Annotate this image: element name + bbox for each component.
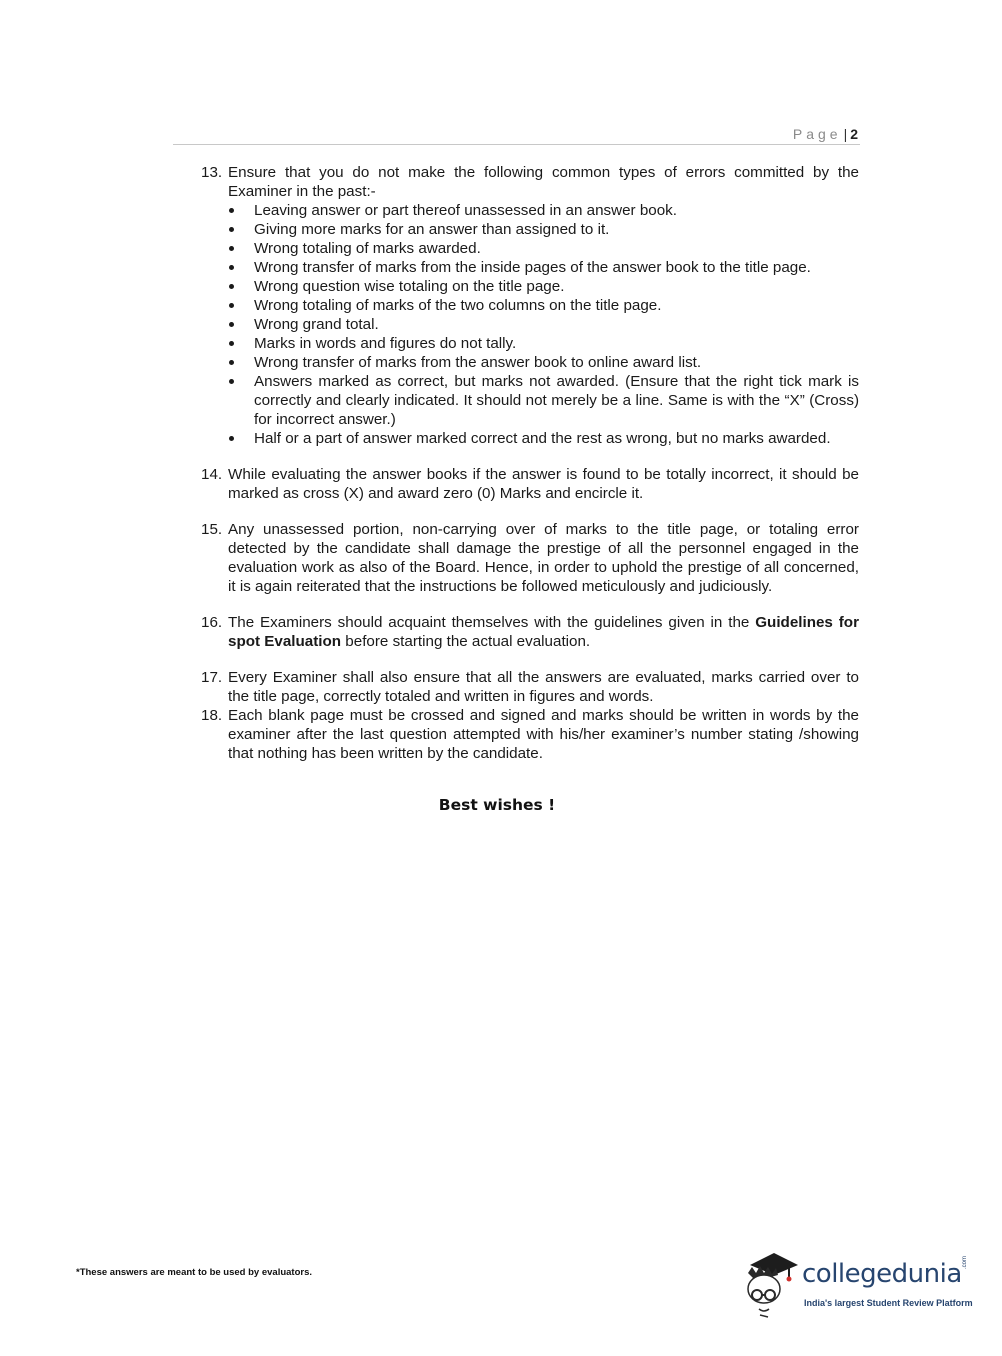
item-text-end: before starting the actual evaluation. [341,633,591,650]
error-types-list [228,201,859,448]
item-text: Ensure that you do not make the following common types of errors committed by the Examiner in the past:- [228,164,859,200]
page-header [173,120,860,145]
closing-line [0,796,1002,814]
list-item: Leaving answer or part thereof unassessed in an answer book. [228,201,859,220]
list-item: Answers marked as correct, but marks not awarded. (Ensure that the right tick mark is correctly and clearly indicated. It should not merely be a line. Same is with the “X” (Cross) for incorrect answer.) [228,372,859,429]
closing-text: Best wishes ! [438,796,556,814]
list-item: Wrong totaling of marks awarded. [228,239,859,258]
list-item: Wrong transfer of marks from the inside pages of the answer book to the title page. [228,258,859,277]
list-item: Wrong transfer of marks from the answer book to online award list. [228,353,859,372]
item-number: 17. [201,669,223,686]
item-text: Any unassessed portion, non-carrying over of marks to the title page, or totaling error detected by the candidate shall damage the prestige of all the personnel engaged in the evaluation work as also of the Board. Hence, in order to uphold the prestige of all concerned, it is again reiterated that the instructions be followed meticulously and judiciously. [228,521,859,595]
item-text: While evaluating the answer books if the answer is found to be totally incorrect, it should be marked as cross (X) and award zero (0) Marks and encircle it. [228,466,859,502]
instruction-17 [201,668,859,706]
instruction-18 [201,706,859,763]
item-number: 18. [201,707,223,724]
instruction-13 [201,163,859,448]
item-number: 16. [201,614,223,631]
list-item: Wrong totaling of marks of the two columns on the title page. [228,296,859,315]
list-item: Half or a part of answer marked correct and the rest as wrong, but no marks awarded. [228,429,859,448]
item-text-start: The Examiners should acquaint themselves with the guidelines given in the [228,614,756,631]
logo-wordmark: collegedunia [802,1259,962,1289]
guidelines-title: Guidelines for spot Evaluation [228,614,859,650]
list-item: Wrong question wise totaling on the title page. [228,277,859,296]
logo-tagline: India's largest Student Review Platform [804,1298,973,1308]
list-item: Giving more marks for an answer than assigned to it. [228,220,859,239]
instruction-14 [201,465,859,503]
page-number: 2 [850,126,858,142]
instruction-15 [201,520,859,596]
page-word: Page [792,126,842,142]
mascot-icon [742,1247,802,1319]
instruction-16 [201,613,859,651]
item-text: Every Examiner shall also ensure that all the answers are evaluated, marks carried over to the title page, correctly totaled and written in figures and words. [228,669,859,705]
page-number-label [793,126,858,142]
logo-suffix: .com [962,1255,968,1269]
list-item: Wrong grand total. [228,315,859,334]
footnote: *These answers are meant to be used by evaluators. [76,1267,313,1278]
page-separator: | [843,126,848,142]
item-number: 14. [201,466,223,483]
item-number: 15. [201,521,223,538]
item-text: Each blank page must be crossed and signed and marks should be written in words by the examiner after the last question attempted with his/her examiner’s number stating /showing that nothing has been written by the candidate. [228,707,859,762]
instructions-list [201,163,859,763]
collegedunia-logo [742,1247,977,1319]
list-item: Marks in words and figures do not tally. [228,334,859,353]
item-number: 13. [201,164,223,181]
